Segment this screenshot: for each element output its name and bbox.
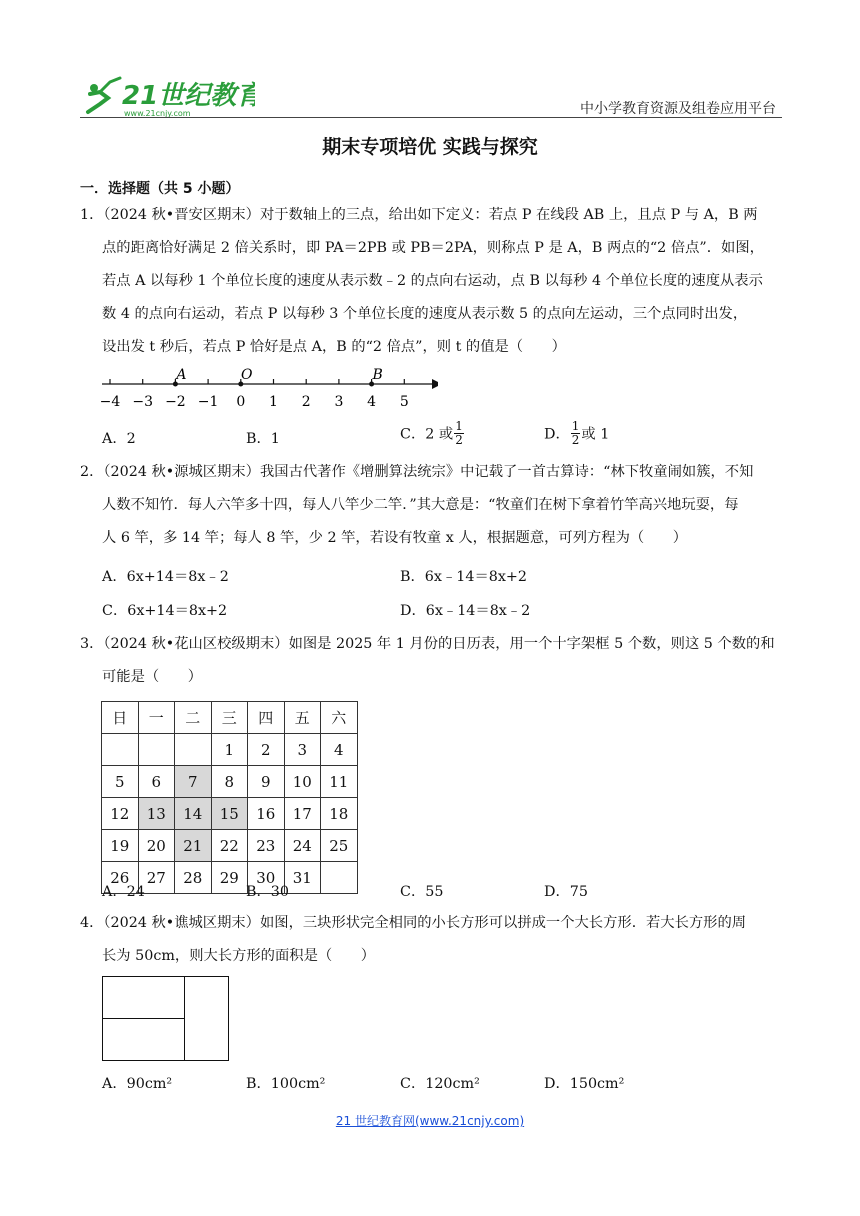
option-d[interactable]: D．150cm² [544,1076,625,1092]
number-line-point-label: A [176,367,187,383]
svg-text:21世纪教育: 21世纪教育 [122,81,255,111]
question-line: 4．（2024 秋•谯城区期末）如图，三块形状完全相同的小长方形可以拼成一个大长方形．若大长方形的周 [80,915,747,931]
calendar-header-cell: 二 [175,702,212,734]
number-line-tick-label: 2 [301,394,311,410]
calendar-cell: 29 [211,862,248,894]
header-divider [80,117,782,118]
question-line: 可能是（ ） [102,669,203,685]
question-line: 2．（2024 秋•源城区期末）我国古代著作《增删算法统宗》中记载了一首古算诗：“林下牧童闹如簇，不知 [80,464,754,480]
calendar-table [101,701,358,894]
calendar-cell: 20 [138,830,175,862]
footer-link[interactable]: 21 世纪教育网(www.21cnjy.com) [335,1114,525,1128]
option-a[interactable]: A．90cm² [102,1076,173,1092]
question-3 [80,628,785,694]
question-line: 若点 A 以每秒 1 个单位长度的速度从表示数﹣2 的点向右运动，点 B 以每秒 4 个单位长度的速度从表示 [102,273,763,289]
calendar-cell-highlighted: 21 [175,830,212,862]
number-line-tick-label: 4 [367,394,377,410]
option-a[interactable]: A．24 [102,884,145,900]
calendar-cell: 22 [211,830,248,862]
number-line-tick-label: −4 [99,394,121,410]
calendar-cell [102,734,139,766]
option-b[interactable]: B．30 [246,884,289,900]
option-b[interactable]: B．6x﹣14＝8x+2 [400,569,527,585]
calendar-cell: 1 [211,734,248,766]
calendar-cell: 30 [248,862,285,894]
calendar-header-cell: 四 [248,702,285,734]
calendar-cell: 23 [248,830,285,862]
calendar-header-cell: 六 [321,702,358,734]
calendar-cell-highlighted: 15 [211,798,248,830]
calendar-cell: 26 [102,862,139,894]
platform-label: 中小学教育资源及组卷应用平台 [580,101,776,117]
calendar-cell-highlighted: 14 [175,798,212,830]
number-line-figure [98,366,438,410]
calendar-cell-highlighted: 13 [138,798,175,830]
calendar-row [102,734,358,766]
calendar-cell: 18 [321,798,358,830]
calendar-cell: 9 [248,766,285,798]
question-line: 人 6 竿，多 14 竿；每人 8 竿，少 2 竿，若设有牧童 x 人，根据题意，可列方程为（ ） [102,530,688,546]
question-line: 人数不知竹．每人六竿多十四，每人八竿少二竿．”其大意是：“牧童们在树下拿着竹竿高兴地玩耍，每 [102,497,739,513]
calendar-cell: 10 [284,766,321,798]
number-line-point-label: B [372,367,383,383]
question-4 [80,907,785,973]
calendar-cell: 4 [321,734,358,766]
calendar-row [102,798,358,830]
number-line-tick-label: 0 [236,394,246,410]
option-c[interactable]: C．2 或 $\frac{1}{2}$ [400,419,463,447]
svg-text:www.21cnjy.com: www.21cnjy.com [124,109,191,118]
question-line: 数 4 的点向右运动，若点 P 以每秒 3 个单位长度的速度从表示数 5 的点向左运动，三个点同时出发， [102,306,748,322]
question-1 [80,199,785,364]
calendar-cell: 17 [284,798,321,830]
calendar-cell: 24 [284,830,321,862]
option-a[interactable]: A．2 [102,431,136,447]
calendar-header-cell: 三 [211,702,248,734]
option-d[interactable]: D．6x﹣14＝8x﹣2 [400,603,531,619]
calendar-cell: 19 [102,830,139,862]
question-2 [80,456,785,555]
calendar-row [102,830,358,862]
page-title: 期末专项培优 实践与探究 [322,136,538,158]
calendar-cell-highlighted: 7 [175,766,212,798]
question-line: 设出发 t 秒后，若点 P 恰好是点 A，B 的“2 倍点”，则 t 的值是（ ） [102,339,566,355]
calendar-cell: 31 [284,862,321,894]
number-line-tick-label: −2 [165,394,186,410]
small-rectangle [102,976,185,1019]
small-rectangle [102,1018,185,1061]
calendar-cell: 16 [248,798,285,830]
question-line: 1．（2024 秋•晋安区期末）对于数轴上的三点，给出如下定义：若点 P 在线段 AB 上，且点 P 与 A，B 两 [80,207,758,223]
calendar-cell [138,734,175,766]
calendar-cell: 5 [102,766,139,798]
calendar-cell: 8 [211,766,248,798]
option-d[interactable]: D．75 [544,884,588,900]
question-line: 长为 50cm，则大长方形的面积是（ ） [102,948,376,964]
calendar-header-cell: 日 [102,702,139,734]
option-c[interactable]: C．55 [400,884,444,900]
option-b[interactable]: B．1 [246,431,280,447]
calendar-cell: 25 [321,830,358,862]
number-line-tick-label: −1 [197,394,219,410]
calendar-cell [321,862,358,894]
logo [80,68,255,120]
option-c[interactable]: C．6x+14＝8x+2 [102,603,228,619]
question-line: 点的距离恰好满足 2 倍关系时，即 PA＝2PB 或 PB＝2PA，则称点 P 是 A，B 两点的“2 倍点”．如图， [102,240,764,256]
number-line-tick-label: 5 [399,394,409,410]
calendar-cell: 28 [175,862,212,894]
calendar-cell: 3 [284,734,321,766]
calendar-header-row [102,702,358,734]
calendar-cell: 6 [138,766,175,798]
number-line-tick-label: −3 [132,394,154,410]
section-heading: 一．选择题（共 5 小题） [80,181,240,197]
number-line-point-label: O [241,367,253,383]
calendar-cell: 11 [321,766,358,798]
calendar-cell [175,734,212,766]
calendar-header-cell: 五 [284,702,321,734]
calendar-cell: 2 [248,734,285,766]
calendar-header-cell: 一 [138,702,175,734]
number-line-tick-label: 1 [269,394,278,410]
option-a[interactable]: A．6x+14＝8x﹣2 [102,569,229,585]
question-line: 3．（2024 秋•花山区校级期末）如图是 2025 年 1 月份的日历表，用一个十字架框 5 个数，则这 5 个数的和 [80,636,775,652]
option-b[interactable]: B．100cm² [246,1076,326,1092]
calendar-cell: 27 [138,862,175,894]
option-c[interactable]: C．120cm² [400,1076,480,1092]
calendar-row [102,766,358,798]
number-line-tick-label: 3 [334,394,344,410]
calendar-cell: 12 [102,798,139,830]
option-d[interactable]: D． $\frac{1}{2}$ 或 1 [544,419,610,447]
